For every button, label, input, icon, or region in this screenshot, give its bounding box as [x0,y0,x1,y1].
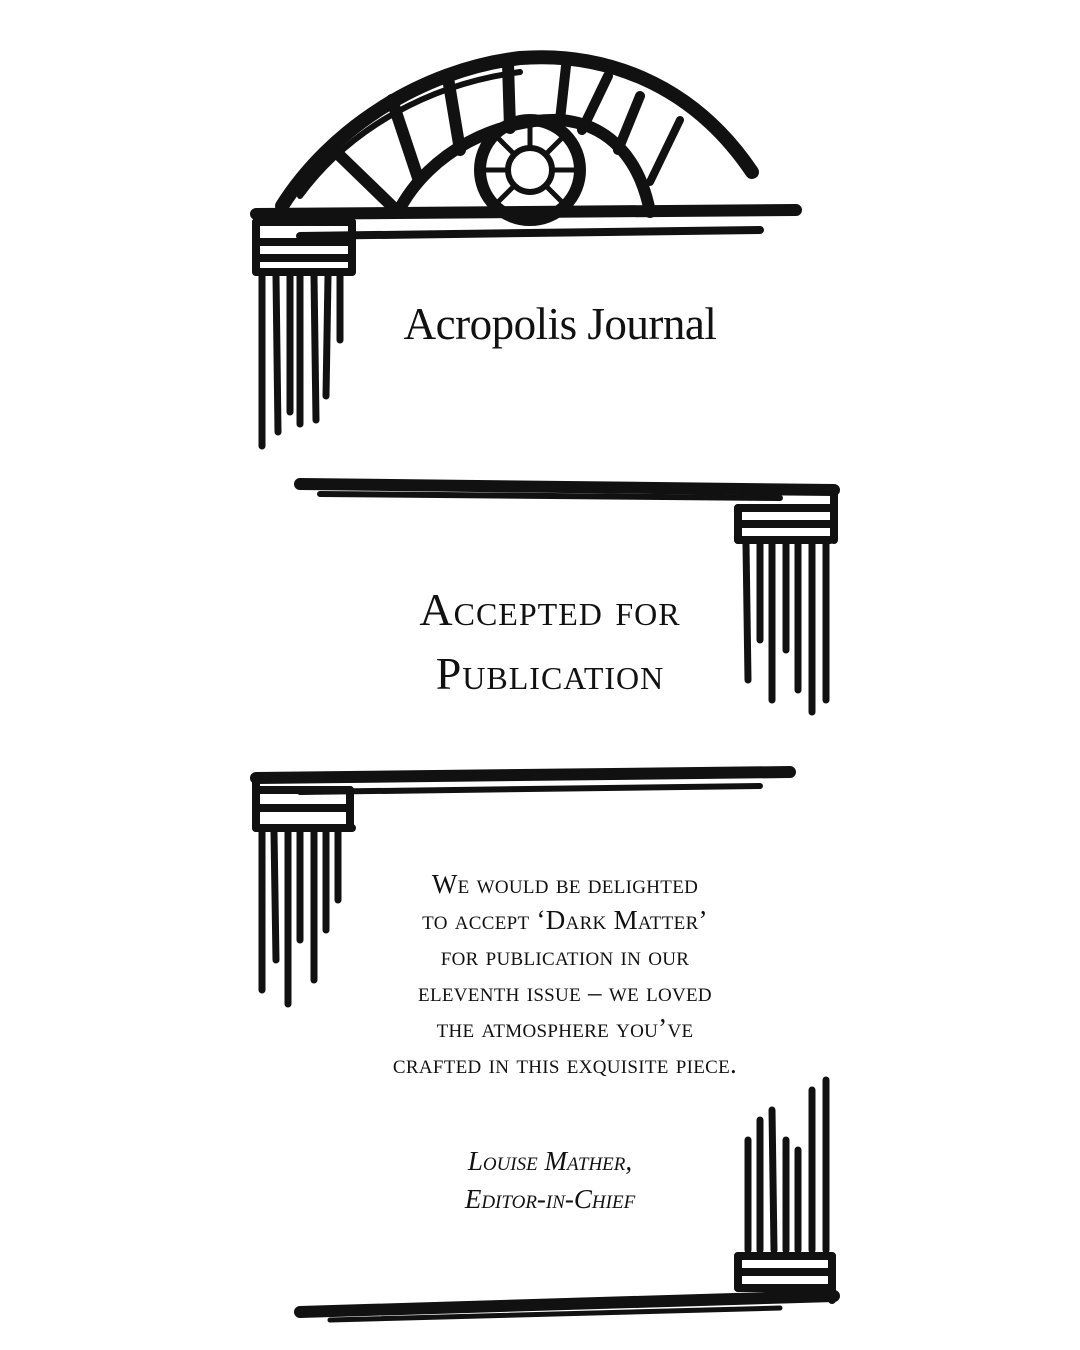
journal-title: Acropolis Journal [403,299,717,349]
editor-signature [380,1142,720,1218]
arch-pediment [256,57,796,446]
headline-line-2: Publication [435,648,665,699]
message-line: We would be delighted [431,869,699,899]
acceptance-headline [300,578,800,706]
editor-role: Editor-in-Chief [464,1184,636,1214]
message-line: crafted in this exquisite piece. [392,1049,738,1079]
acceptance-message [300,866,830,1082]
message-line: the atmosphere you’ve [436,1013,694,1043]
headline-line-1: Accepted for [419,584,681,635]
editor-name: Louise Mather, [467,1146,633,1176]
message-line: to accept ‘Dark Matter’ [422,905,708,935]
message-line: eleventh issue – we loved [418,977,712,1007]
message-line: for publication in our [440,941,690,971]
